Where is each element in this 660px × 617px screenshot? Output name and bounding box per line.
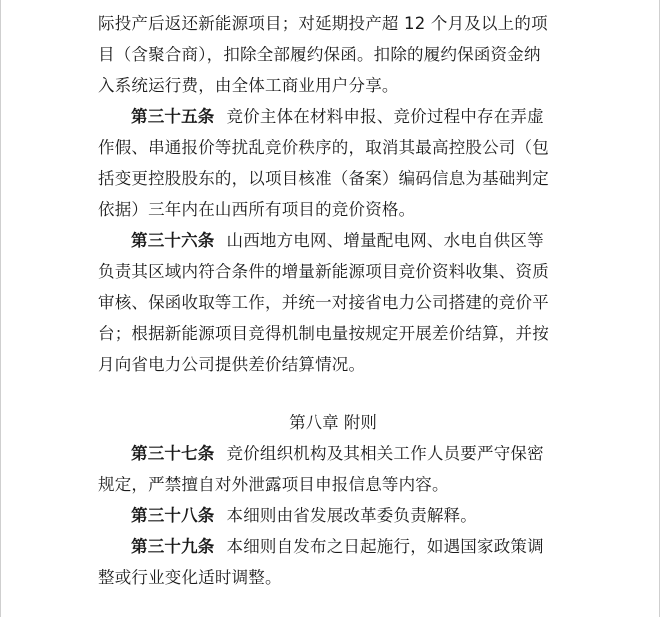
article-37 xyxy=(98,438,568,500)
text-line: 作假、串通报价等扰乱竞价秩序的，取消其最高控股公司（包 xyxy=(98,138,549,157)
article-first-line xyxy=(98,101,568,132)
text-line: 月向省电力公司提供差价结算情况。 xyxy=(98,355,366,374)
text-line: 入系统运行费，由全体工商业用户分享。 xyxy=(98,76,399,95)
article-text: 本细则自发布之日起施行，如遇国家政策调 xyxy=(226,537,544,556)
article-text: 竞价主体在材料申报、竞价过程中存在弄虚 xyxy=(226,107,544,126)
text-line: 整或行业变化适时调整。 xyxy=(98,568,282,587)
article-first-line xyxy=(98,500,568,531)
text-line: 规定，严禁擅自对外泄露项目申报信息等内容。 xyxy=(98,475,449,494)
article-text: 竞价组织机构及其相关工作人员要严守保密 xyxy=(226,444,544,463)
article-35 xyxy=(98,101,568,225)
article-number: 第三十七条 xyxy=(131,444,215,463)
document-body xyxy=(98,8,568,593)
article-text: 本细则由省发展改革委负责解释。 xyxy=(226,506,477,525)
article-first-line xyxy=(98,438,568,469)
text-line: 依据）三年内在山西所有项目的竞价资格。 xyxy=(98,200,416,219)
article-number: 第三十五条 xyxy=(131,107,215,126)
article-38 xyxy=(98,500,568,531)
article-first-line xyxy=(98,531,568,562)
text-line: 负责其区域内符合条件的增量新能源项目竞价资料收集、资质 xyxy=(98,262,549,281)
article-number: 第三十九条 xyxy=(131,537,215,556)
text-line: 审核、保函收取等工作，并统一对接省电力公司搭建的竞价平 xyxy=(98,293,549,312)
article-first-line xyxy=(98,225,568,256)
article-36 xyxy=(98,225,568,380)
text-line: 括变更控股股东的，以项目核准（备案）编码信息为基础判定 xyxy=(98,169,549,188)
section-gap xyxy=(98,380,568,407)
article-number: 第三十六条 xyxy=(131,231,215,250)
article-text: 山西地方电网、增量配电网、水电自供区等 xyxy=(226,231,544,250)
page-edge-left xyxy=(0,0,1,617)
article-number: 第三十八条 xyxy=(131,506,215,525)
chapter-heading: 第八章 附则 xyxy=(289,413,377,432)
text-line: 际投产后返还新能源项目；对延期投产超 12 个月及以上的项 xyxy=(98,14,548,33)
intro-paragraph xyxy=(98,8,568,101)
article-39 xyxy=(98,531,568,593)
text-line: 台；根据新能源项目竞得机制电量按规定开展差价结算，并按 xyxy=(98,324,549,343)
text-line: 目（含聚合商），扣除全部履约保函。扣除的履约保函资金纳 xyxy=(98,45,541,64)
